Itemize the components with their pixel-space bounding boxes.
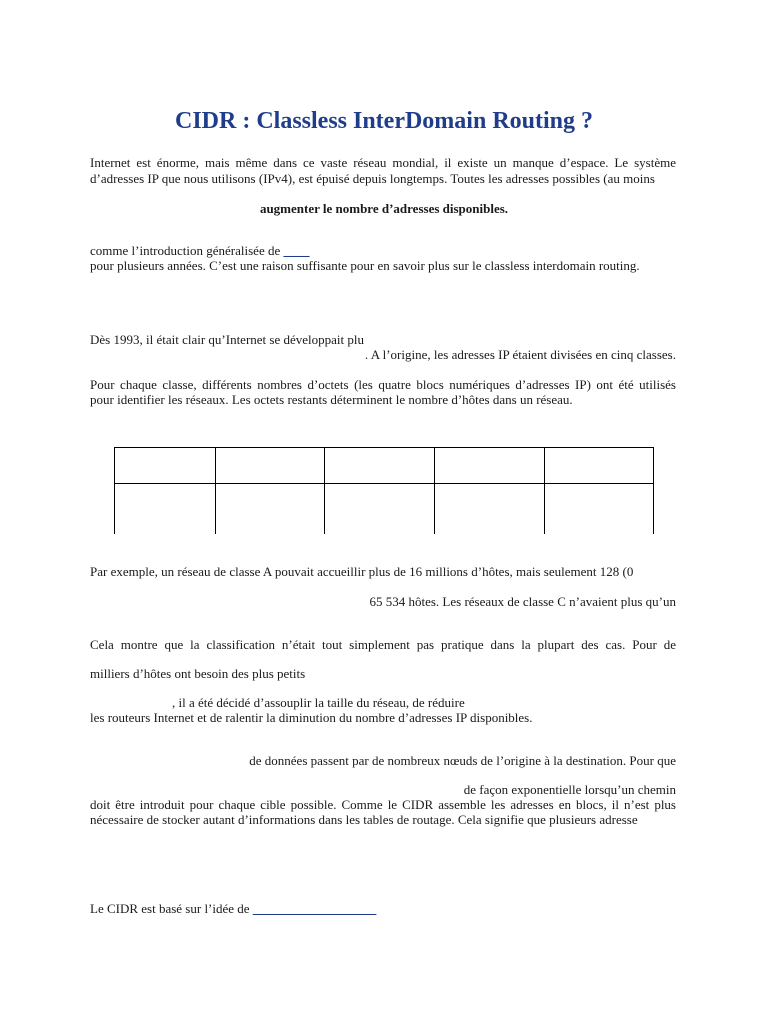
table-cell bbox=[545, 448, 654, 484]
paragraph-4-line-2: pour identifier les réseaux. Les octets restants déterminent le nombre d’hôtes dans un réseau. bbox=[90, 392, 573, 407]
paragraph-6-line-1: Cela montre que la classification n’était tout simplement pas pratique dans la plupart des cas. Pour de bbox=[90, 637, 676, 652]
paragraph-5-line-2: 65 534 hôtes. Les réseaux de classe C n’avaient plus qu’un bbox=[369, 594, 676, 609]
table-cell bbox=[115, 484, 216, 535]
table-cell bbox=[115, 448, 216, 484]
paragraph-7-line-2: les routeurs Internet et de ralentir la diminution du nombre d’adresses IP disponibles. bbox=[90, 710, 533, 725]
table-cell bbox=[545, 484, 654, 535]
table-row bbox=[115, 484, 654, 535]
fill-in-blank-1[interactable]: ____ bbox=[283, 243, 310, 258]
paragraph-8-line-2: de façon exponentielle lorsqu’un chemin bbox=[463, 782, 676, 797]
paragraph-3-line-1: Dès 1993, il était clair qu’Internet se développait plu bbox=[90, 332, 364, 347]
paragraph-8-line-3: doit être introduit pour chaque cible possible. Comme le CIDR assemble les adresses en blocs, il n’est plus bbox=[90, 797, 676, 812]
paragraph-6-line-2: milliers d’hôtes ont besoin des plus petits bbox=[90, 666, 306, 681]
table-cell bbox=[435, 484, 545, 535]
paragraph-4-line-1: Pour chaque classe, différents nombres d’octets (les quatre blocs numériques d’adresses IP) ont été utilisés bbox=[90, 377, 676, 392]
paragraph-7-line-1: , il a été décidé d’assouplir la taille du réseau, de réduire bbox=[172, 695, 465, 710]
ip-classes-table bbox=[114, 447, 654, 534]
paragraph-1-line-1: Internet est énorme, mais même dans ce vaste réseau mondial, il existe un manque d’espace. Le système bbox=[90, 155, 676, 170]
table-cell bbox=[325, 448, 435, 484]
paragraph-8-line-4: nécessaire de stocker autant d’informations dans les tables de routage. Cela signifie que plusieurs adresse bbox=[90, 812, 638, 827]
paragraph-2-text: comme l’introduction généralisée de bbox=[90, 243, 284, 258]
table-cell bbox=[216, 448, 325, 484]
table-cell bbox=[435, 448, 545, 484]
fill-in-blank-2[interactable]: ___________________ bbox=[252, 901, 377, 916]
paragraph-5-line-1: Par exemple, un réseau de classe A pouvait accueillir plus de 16 millions d’hôtes, mais seulement 128 (0 bbox=[90, 564, 634, 579]
paragraph-2-line-1 bbox=[90, 243, 309, 258]
final-line bbox=[90, 901, 376, 916]
table-cell bbox=[216, 484, 325, 535]
paragraph-1-line-2: d’adresses IP que nous utilisons (IPv4), est épuisé depuis longtemps. Toutes les adresses possibles (au moins bbox=[90, 171, 655, 186]
final-line-text: Le CIDR est basé sur l’idée de bbox=[90, 901, 253, 916]
paragraph-8-line-1: de données passent par de nombreux nœuds de l’origine à la destination. Pour que bbox=[249, 753, 676, 768]
table-row bbox=[115, 448, 654, 484]
bold-emphasis-line: augmenter le nombre d’adresses disponibles. bbox=[259, 201, 509, 216]
document-title: CIDR : Classless InterDomain Routing ? bbox=[174, 108, 594, 134]
table-cell bbox=[325, 484, 435, 535]
paragraph-2-line-2: pour plusieurs années. C’est une raison suffisante pour en savoir plus sur le classless interdomain routing. bbox=[90, 258, 640, 273]
paragraph-3-line-2: . A l’origine, les adresses IP étaient divisées en cinq classes. bbox=[364, 347, 676, 362]
